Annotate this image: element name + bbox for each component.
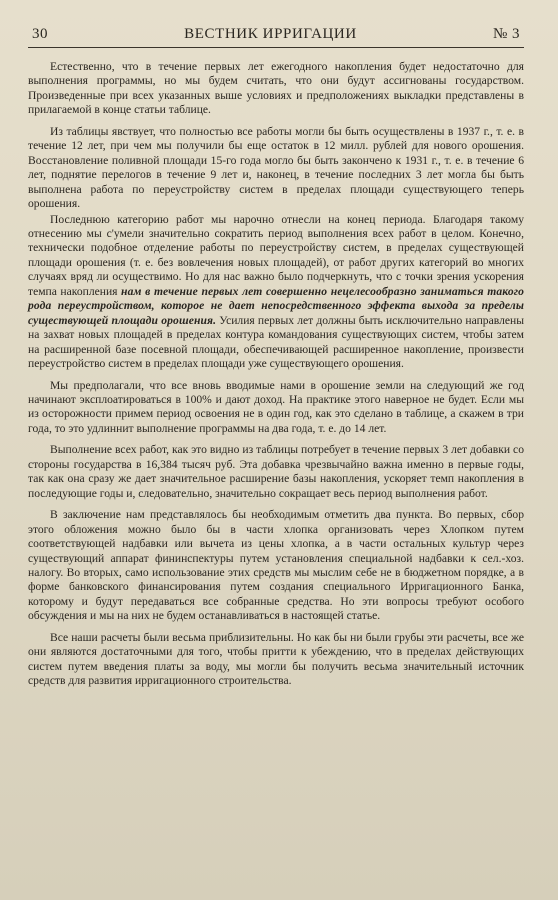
- paragraph-3-emphasis: нам в течение первых лет совершенно нецелесообразно заниматься такого рода переустройством, которое не дает непосредственного эффекта выхода за пределы существующей площади орошения.: [28, 284, 524, 327]
- page-header: [28, 26, 524, 48]
- paragraph-5: Выполнение всех работ, как это видно из таблицы потребует в течение первых 3 лет добавки со стороны государства в 16,384 тысяч руб. Эта добавка чрезвычайно важна именно в первые годы, так как она сразу же дает значительное расширение базы накопления, ускоряет темп накопления в последующие годы и, следовательно, значительно сокращает весь период выполнения работ.: [28, 443, 524, 500]
- paragraph-3-after: Усилия первых лет должны быть исключительно направлены на захват новых площадей в пределах контура командования существующих систем, чтобы затем на расширенной базе посевной площади, обеспечивающей расширенное накопление, произвести переустройство систем в пределах площади уже существующего орошения.: [28, 313, 524, 371]
- paragraph-1: Естественно, что в течение первых лет ежегодного накопления будет недостаточно для выполнения программы, но мы будем считать, что они будут ассигнованы государством. Произведенные при всех указанных выше условиях и предположениях выкладки представлены в прилагаемой в конце статьи таблице.: [28, 60, 524, 117]
- article-body: [28, 60, 524, 689]
- paragraph-3-before: Последнюю категорию работ мы нарочно отнесли на конец периода. Благодаря такому отнесению мы с'умели значительно сократить период выполнения всех работ в целом. Конечно, технически подобное отделение работы по переустройству систем, в пределах существующей площади орошения (т. е. без вовлечения новых площадей), от работ других категорий во многих случаях вряд ли осуществимо. Но для нас важно было подчеркнуть, что с точки зрения ускорения темпа накопления: [28, 212, 524, 298]
- paragraph-4: Мы предполагали, что все вновь вводимые нами в орошение земли на следующий же год начинают эксплоатироваться в 100% и дают доход. На практике этого наверное не будет. Если мы из осторожности примем период освоения не в один год, как это сделано в таблице, а скажем в три года, то это удлиннит выполнение программы на два года, т. е. до 14 лет.: [28, 378, 524, 435]
- paragraph-3: [28, 213, 524, 372]
- paragraph-6: В заключение нам представлялось бы необходимым отметить два пункта. Во первых, сбор этого обложения можно было бы в части хлопка организовать через Хлопком путем соответствующей надбавки или вычета из цены хлопка, а в части остальных культур через существующий аппарат фининспектуры путем установления специальной надбавки к сел.-хоз. налогу. Во вторых, само использование этих средств мы мыслим себе не в бюджетном порядке, а в форме банковского финансирования путем создания специального Ирригационного Банка, которому и будут передаваться все собранные средства. Но эти вопросы требуют особого обсуждения и мы на них не будем останавливаться в настоящей статье.: [28, 508, 524, 623]
- journal-title: ВЕСТНИК ИРРИГАЦИИ: [184, 26, 357, 42]
- issue-number: № 3: [492, 26, 520, 42]
- page-number: 30: [32, 26, 48, 42]
- paragraph-2: Из таблицы явствует, что полностью все работы могли бы быть осуществлены в 1937 г., т. е. в течение 12 лет, при чем мы получили бы еще остаток в 12 милл. рублей для нового орошения. Восстановление поливной площади 15-го года могло бы быть закончено к 1931 г., т. е. в течение 6 лет, поднятие перелогов в течение 9 лет и, наконец, в течение последних 3 лет могла бы быть выполнена работа по переустройству систем в пределах площади существующего теперь орошения.: [28, 124, 524, 211]
- paragraph-7: Все наши расчеты были весьма приблизительны. Но как бы ни были грубы эти расчеты, все же они являются достаточными для того, чтобы притти к убеждению, что в пределах действующих систем путем введения платы за воду, мы могли бы получить весьма значительный источник средств для развития ирригационного строительства.: [28, 630, 524, 688]
